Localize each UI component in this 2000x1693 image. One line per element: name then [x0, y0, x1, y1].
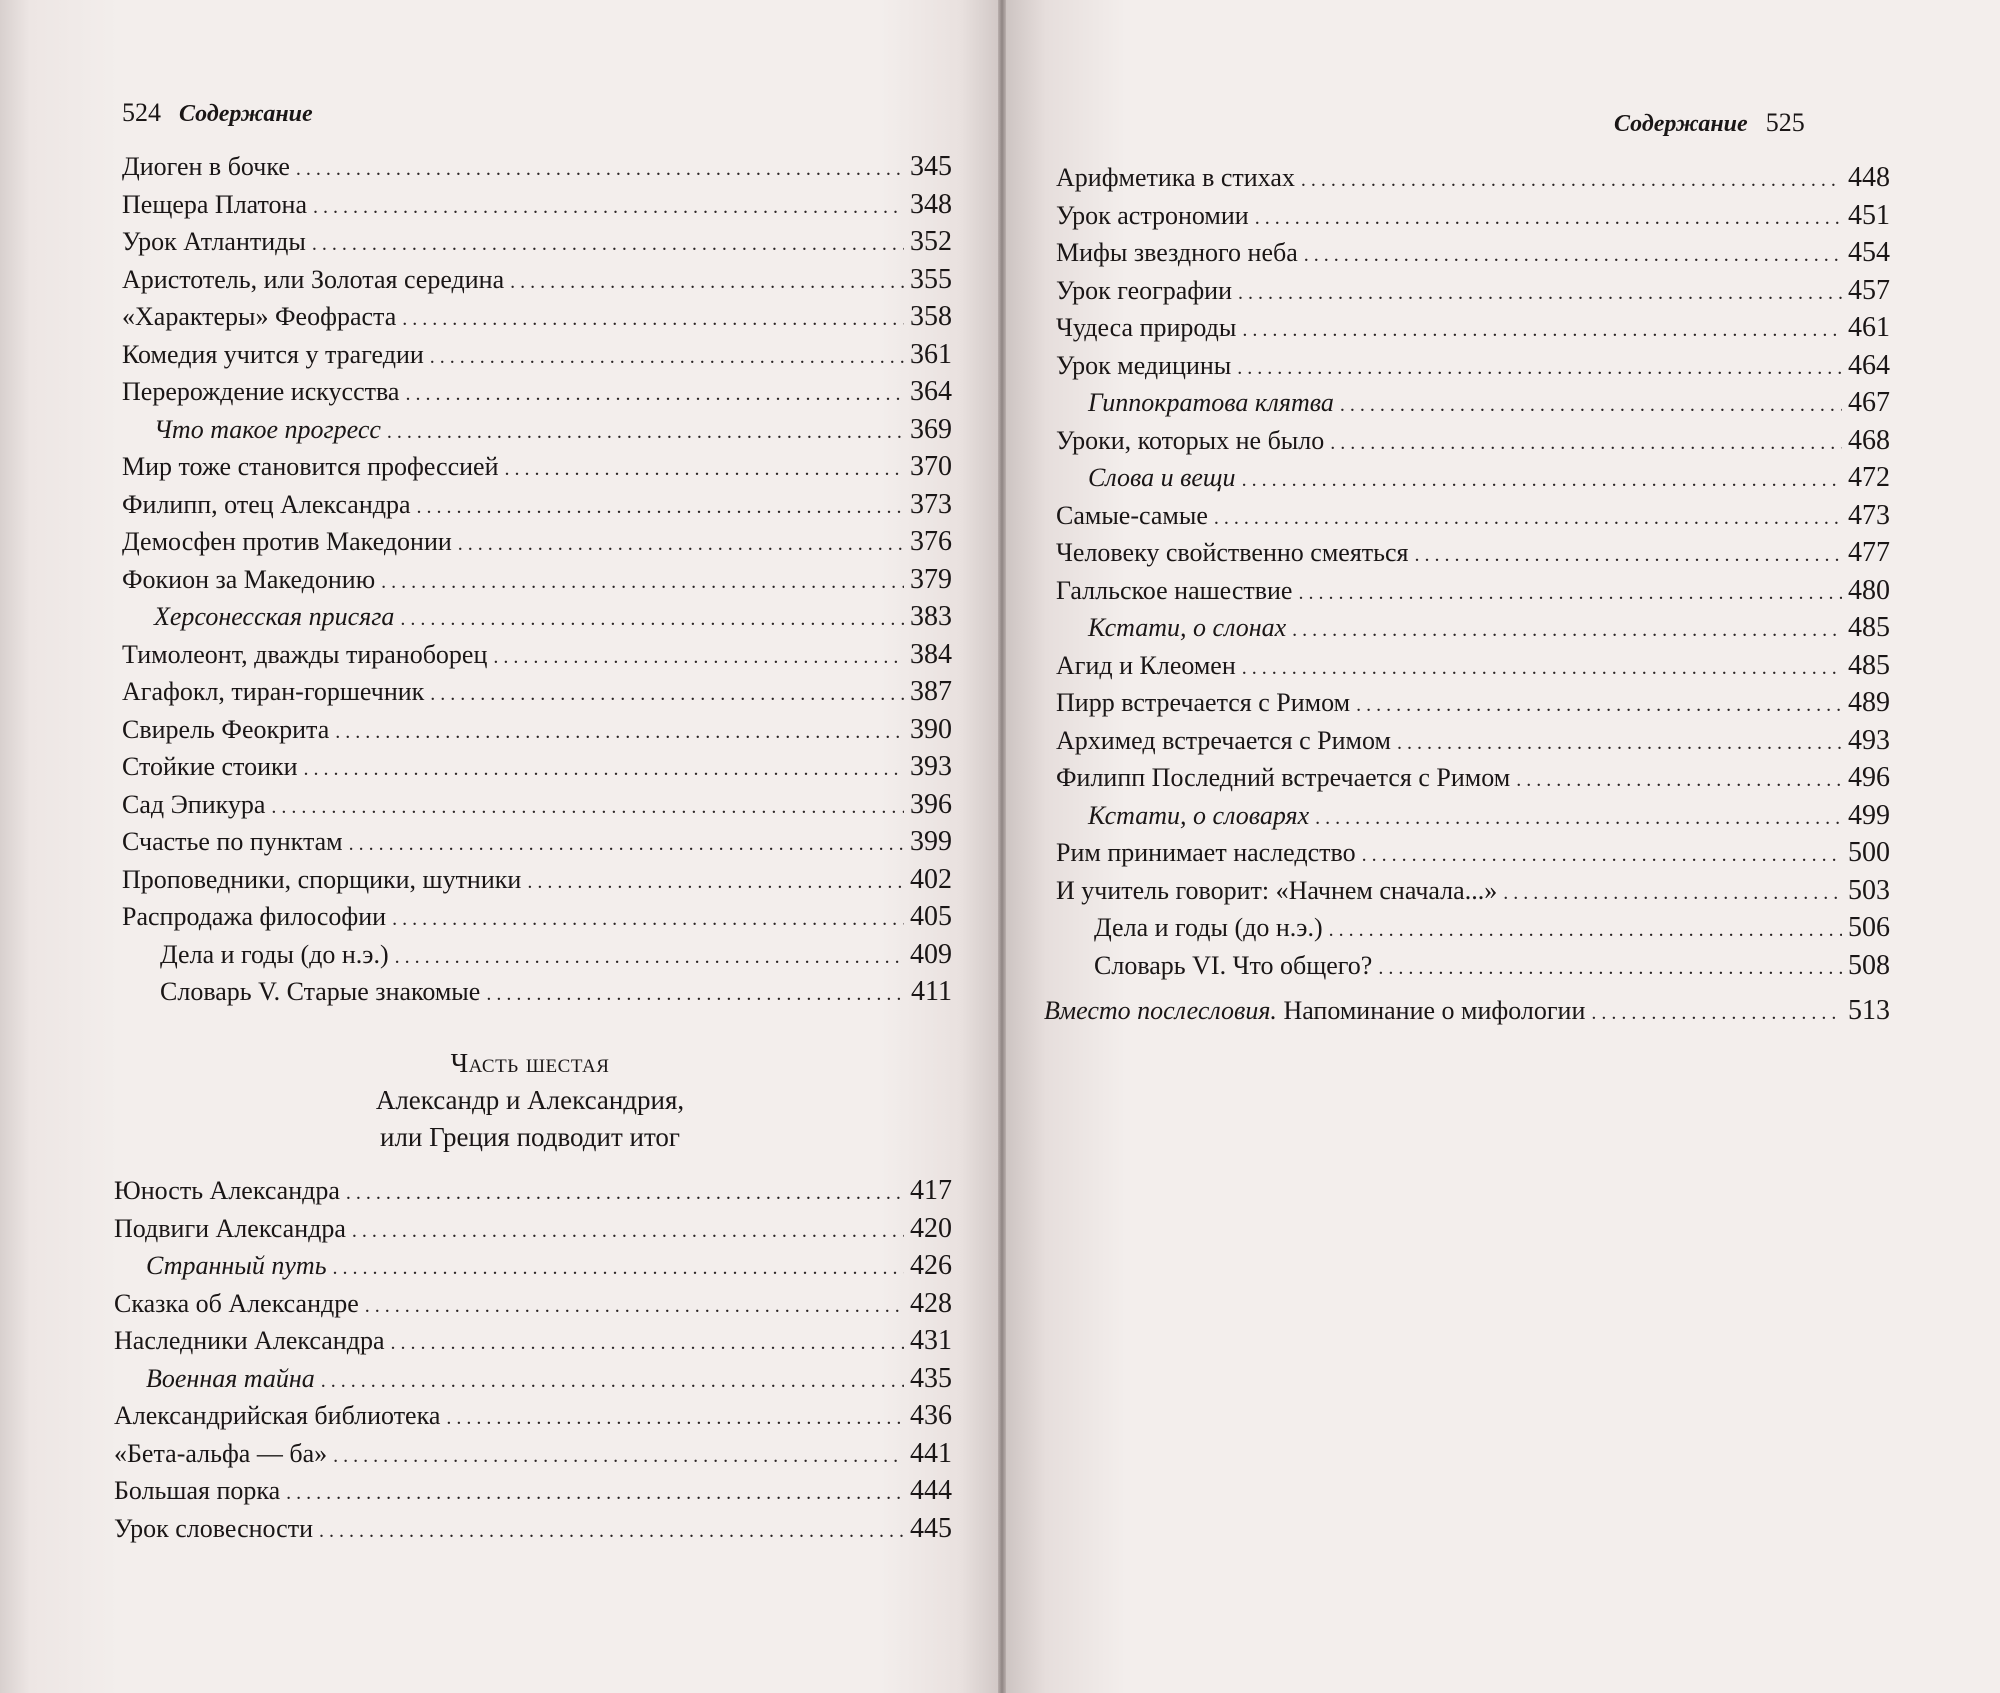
left-running-head: [122, 98, 313, 128]
dot-leader: [417, 496, 904, 519]
toc-entry-label: И учитель говорит: «Начнем сначала...»: [1056, 875, 1498, 905]
toc-entry-page: 441: [910, 1437, 952, 1469]
toc-entry-label: Филипп, отец Александра: [122, 489, 411, 519]
toc-entry-page: 358: [910, 301, 952, 332]
dot-leader: [400, 608, 904, 631]
left-toc-list: [122, 151, 952, 1014]
toc-entry-page: 464: [1848, 349, 1890, 381]
dot-leader: [1214, 507, 1842, 530]
dot-leader: [1242, 319, 1842, 342]
toc-entry-label: Пирр встречается с Римом: [1056, 688, 1351, 717]
toc-entry-page: 499: [1848, 799, 1890, 831]
dot-leader: [1242, 469, 1842, 492]
toc-entry-page: 390: [910, 713, 952, 745]
dot-leader: [392, 908, 904, 931]
dot-leader: [1242, 657, 1842, 680]
toc-entry: [1056, 350, 1890, 388]
toc-entry-page: 480: [1848, 574, 1890, 606]
toc-entry-page: 384: [910, 638, 952, 670]
left-running-title: Содержание: [179, 101, 313, 127]
dot-leader: [313, 196, 904, 219]
toc-entry-page: 485: [1848, 612, 1890, 643]
toc-entry-page: 420: [910, 1212, 952, 1244]
toc-entry: [1056, 837, 1890, 875]
toc-entry-label: Дела и годы (до н.э.): [1094, 913, 1323, 942]
toc-entry: [1056, 275, 1890, 313]
toc-entry-label: Стойкие стоики: [122, 752, 298, 781]
dot-leader: [333, 1445, 904, 1468]
toc-entry-label: [1044, 996, 1585, 1026]
dot-leader: [486, 983, 905, 1006]
toc-entry: [114, 1438, 952, 1476]
toc-entry: [122, 976, 952, 1014]
toc-entry-label: Урок астрономии: [1056, 200, 1249, 230]
toc-entry-label: Филипп Последний встречается с Римом: [1056, 763, 1511, 792]
dot-leader: [1238, 282, 1842, 305]
dot-leader: [346, 1182, 904, 1205]
dot-leader: [458, 533, 904, 556]
toc-entry-label: Сад Эпикура: [122, 789, 266, 819]
right-toc-list: [1056, 162, 1890, 987]
toc-entry: [1056, 237, 1890, 275]
dot-leader: [1329, 919, 1842, 942]
toc-entry: [122, 489, 952, 527]
toc-entry-page: 352: [910, 226, 952, 257]
toc-entry-label: Распродажа философии: [122, 902, 387, 931]
toc-entry-page: 370: [910, 451, 952, 482]
toc-entry-label: Словарь VI. Что общего?: [1094, 950, 1373, 980]
dot-leader: [505, 458, 904, 481]
toc-entry-page: 345: [910, 151, 952, 182]
toc-entry-label: Что такое прогресс: [154, 414, 381, 444]
dot-leader: [335, 721, 904, 744]
toc-entry-page: 417: [910, 1175, 952, 1206]
toc-entry-label: Гиппократова клятва: [1088, 388, 1334, 417]
part-number: Часть шестая: [450, 1048, 610, 1078]
toc-entry-label: Перерождение искусства: [122, 377, 400, 406]
toc-entry-page: 436: [910, 1400, 952, 1431]
dot-leader: [271, 796, 904, 819]
toc-entry-label: Счастье по пунктам: [122, 827, 343, 856]
toc-entry-label: Арифметика в стихах: [1056, 163, 1295, 192]
toc-entry-page: 361: [910, 338, 952, 370]
dot-leader: [1237, 357, 1842, 380]
toc-entry: [114, 1288, 952, 1326]
toc-entry: [122, 789, 952, 827]
toc-entry: [114, 1363, 952, 1401]
toc-entry-label: Кстати, о слонах: [1088, 613, 1287, 642]
toc-entry-label: Галльское нашествие: [1056, 575, 1293, 605]
toc-entry-page: 493: [1848, 724, 1890, 756]
toc-entry: [1056, 762, 1890, 800]
toc-entry: [122, 264, 952, 302]
dot-leader: [304, 758, 904, 781]
toc-entry: [122, 939, 952, 977]
dot-leader: [391, 1332, 905, 1355]
toc-entry-label: Херсонесская присяга: [154, 602, 395, 631]
dot-leader: [1415, 544, 1843, 567]
dot-leader: [430, 346, 904, 369]
dot-leader: [1356, 694, 1842, 717]
dot-leader: [319, 1520, 904, 1543]
toc-entry-page: 399: [910, 826, 952, 857]
right-running-title: Содержание: [1614, 111, 1748, 137]
book-gutter: [998, 0, 1006, 1693]
toc-entry-label: «Бета-альфа — ба»: [114, 1438, 328, 1468]
dot-leader: [1340, 394, 1842, 417]
toc-entry: [1056, 875, 1890, 913]
dot-leader: [395, 946, 904, 969]
part-title-line1: Александр и Александрия,: [375, 1085, 685, 1115]
left-toc-list-2: [114, 1175, 952, 1550]
toc-entry-page: 379: [910, 563, 952, 595]
dot-leader: [1516, 769, 1842, 792]
dot-leader: [1292, 619, 1842, 642]
toc-entry-page: 376: [910, 526, 952, 557]
dot-leader: [1315, 807, 1842, 830]
toc-entry: [122, 339, 952, 377]
dot-leader: [1330, 432, 1842, 455]
toc-entry-label: Свирель Феокрита: [122, 714, 330, 744]
toc-entry: [122, 714, 952, 752]
afterword-rest: Напоминание о мифологии: [1276, 996, 1586, 1025]
toc-entry-label: Архимед встречается с Римом: [1056, 725, 1391, 755]
toc-entry-label: Чудеса природы: [1056, 313, 1237, 342]
toc-entry: [122, 751, 952, 789]
toc-entry-label: Диоген в бочке: [122, 152, 290, 181]
right-running-head: [1614, 108, 1805, 138]
dot-leader: [402, 308, 904, 331]
toc-entry-label: Агафокл, тиран-горшечник: [122, 677, 425, 706]
toc-entry-label: Пещера Платона: [122, 189, 308, 219]
toc-entry: [122, 189, 952, 227]
toc-entry-page: 402: [910, 863, 952, 895]
dot-leader: [387, 421, 904, 444]
toc-entry-label: Агид и Клеомен: [1056, 650, 1236, 680]
toc-entry-label: Военная тайна: [146, 1363, 315, 1393]
toc-entry: [122, 864, 952, 902]
toc-entry-label: Слова и вещи: [1088, 463, 1236, 492]
toc-entry: [1056, 425, 1890, 463]
toc-entry: [122, 601, 952, 639]
toc-entry-page: 445: [910, 1512, 952, 1544]
toc-entry-page: 485: [1848, 649, 1890, 681]
toc-entry-page: 405: [910, 901, 952, 932]
dot-leader: [321, 1370, 904, 1393]
dot-leader: [1362, 844, 1842, 867]
toc-entry: [122, 564, 952, 602]
toc-entry-label: Большая порка: [114, 1476, 281, 1505]
dot-leader: [493, 646, 904, 669]
toc-entry-page: 444: [910, 1475, 952, 1506]
toc-entry-page: 473: [1848, 499, 1890, 531]
toc-entry-label: Проповедники, спорщики, шутники: [122, 864, 522, 894]
toc-entry: [114, 1513, 952, 1551]
toc-entry-page: 435: [910, 1362, 952, 1394]
toc-entry-label: Человеку свойственно смеяться: [1056, 538, 1409, 567]
toc-entry-page: 457: [1848, 274, 1890, 306]
toc-entry: [1056, 725, 1890, 763]
left-page-number: 524: [122, 98, 161, 127]
toc-entry-afterword: [1044, 995, 1890, 1033]
toc-entry-page: 428: [910, 1287, 952, 1319]
dot-leader: [446, 1407, 904, 1430]
dot-leader: [527, 871, 904, 894]
dot-leader: [365, 1295, 904, 1318]
dot-leader: [352, 1220, 904, 1243]
dot-leader: [1591, 1002, 1842, 1025]
toc-entry-page: 348: [910, 188, 952, 220]
toc-entry-page: 448: [1848, 162, 1890, 193]
toc-entry: [1056, 912, 1890, 950]
toc-entry: [1056, 162, 1890, 200]
toc-entry: [1056, 462, 1890, 500]
dot-leader: [1378, 957, 1842, 980]
toc-entry-label: Сказка об Александре: [114, 1288, 359, 1318]
toc-entry-page: 468: [1848, 424, 1890, 456]
dot-leader: [333, 1257, 904, 1280]
toc-entry-page: 409: [910, 938, 952, 970]
toc-entry: [1056, 575, 1890, 613]
toc-entry-label: Тимолеонт, дважды тираноборец: [122, 639, 488, 669]
toc-entry-page: 383: [910, 601, 952, 632]
toc-entry-label: Словарь V. Старые знакомые: [160, 977, 481, 1006]
toc-entry-page: 461: [1848, 312, 1890, 343]
toc-entry-label: Комедия учится у трагедии: [122, 339, 424, 369]
toc-entry: [122, 676, 952, 714]
dot-leader: [1304, 244, 1842, 267]
dot-leader: [349, 833, 904, 856]
afterword-row-wrap: [1044, 995, 1890, 1033]
toc-entry-page: 454: [1848, 237, 1890, 268]
dot-leader: [510, 271, 904, 294]
toc-entry: [114, 1475, 952, 1513]
toc-entry: [114, 1400, 952, 1438]
toc-entry: [122, 526, 952, 564]
part-title-line2: или Греция подводит итог: [380, 1122, 680, 1152]
toc-entry-page: 431: [910, 1325, 952, 1356]
dot-leader: [296, 158, 904, 181]
toc-entry-label: Александрийская библиотека: [114, 1401, 441, 1430]
toc-entry-label: Аристотель, или Золотая середина: [122, 264, 505, 294]
dot-leader: [1298, 582, 1842, 605]
toc-entry: [1056, 650, 1890, 688]
toc-entry-page: 355: [910, 263, 952, 295]
dot-leader: [312, 233, 904, 256]
toc-entry: [122, 639, 952, 677]
toc-entry: [1056, 687, 1890, 725]
toc-entry: [122, 901, 952, 939]
toc-entry-label: Мифы звездного неба: [1056, 238, 1298, 267]
toc-entry: [122, 376, 952, 414]
toc-entry-page: 373: [910, 488, 952, 520]
toc-entry-label: Кстати, о словарях: [1088, 800, 1310, 830]
toc-entry: [114, 1250, 952, 1288]
toc-entry: [122, 826, 952, 864]
dot-leader: [1503, 882, 1842, 905]
toc-entry: [1056, 387, 1890, 425]
toc-entry: [1056, 312, 1890, 350]
toc-entry: [122, 226, 952, 264]
dot-leader: [1255, 207, 1842, 230]
toc-entry-label: Фокион за Македонию: [122, 564, 376, 594]
toc-entry: [1056, 950, 1890, 988]
dot-leader: [286, 1482, 904, 1505]
toc-entry-label: Наследники Александра: [114, 1326, 385, 1355]
toc-entry-page: 506: [1848, 912, 1890, 943]
toc-entry-page: 513: [1848, 995, 1890, 1026]
toc-entry-page: 396: [910, 788, 952, 820]
toc-entry: [122, 451, 952, 489]
toc-entry-label: Юность Александра: [114, 1176, 340, 1205]
toc-entry-label: Мир тоже становится профессией: [122, 452, 499, 481]
toc-entry: [1056, 537, 1890, 575]
toc-entry: [114, 1325, 952, 1363]
right-page-number: 525: [1765, 108, 1805, 137]
toc-entry-label: Самые-самые: [1056, 500, 1208, 530]
toc-entry-page: 369: [910, 413, 952, 445]
toc-entry-page: 467: [1848, 387, 1890, 418]
toc-entry-page: 387: [910, 676, 952, 707]
toc-entry-page: 426: [910, 1250, 952, 1281]
toc-entry-label: Демосфен против Македонии: [122, 527, 452, 556]
toc-entry: [122, 151, 952, 189]
toc-entry: [122, 301, 952, 339]
toc-entry-label: Урок Атлантиды: [122, 227, 306, 256]
toc-entry-label: Рим принимает наследство: [1056, 838, 1356, 867]
toc-entry: [114, 1213, 952, 1251]
toc-entry-label: Урок медицины: [1056, 350, 1232, 380]
toc-entry-page: 364: [910, 376, 952, 407]
toc-entry-label: Странный путь: [146, 1251, 327, 1280]
toc-entry-page: 393: [910, 751, 952, 782]
toc-entry: [114, 1175, 952, 1213]
toc-entry-label: Урок географии: [1056, 275, 1232, 305]
toc-entry: [1056, 500, 1890, 538]
toc-entry-page: 503: [1848, 874, 1890, 906]
dot-leader: [1397, 732, 1842, 755]
toc-entry-label: Подвиги Александра: [114, 1213, 346, 1243]
toc-entry-page: 489: [1848, 687, 1890, 718]
toc-entry: [1056, 612, 1890, 650]
dot-leader: [430, 683, 904, 706]
afterword-italic: Вместо послесловия.: [1044, 996, 1277, 1025]
dot-leader: [1301, 169, 1842, 192]
toc-entry-page: 500: [1848, 837, 1890, 868]
part-heading: [120, 1045, 940, 1156]
dot-leader: [381, 571, 904, 594]
toc-entry: [1056, 200, 1890, 238]
toc-entry-page: 496: [1848, 762, 1890, 793]
toc-entry: [1056, 800, 1890, 838]
toc-entry-page: 451: [1848, 199, 1890, 231]
toc-entry-page: 508: [1848, 949, 1890, 981]
toc-entry-page: 472: [1848, 462, 1890, 493]
dot-leader: [405, 383, 904, 406]
toc-entry-label: Дела и годы (до н.э.): [160, 939, 389, 969]
toc-entry-label: Уроки, которых не было: [1056, 425, 1325, 455]
toc-entry-label: Урок словесности: [114, 1513, 313, 1543]
toc-entry-page: 477: [1848, 537, 1890, 568]
toc-entry: [122, 414, 952, 452]
toc-entry-label: «Характеры» Феофраста: [122, 302, 397, 331]
toc-entry-page: 411: [911, 976, 952, 1007]
